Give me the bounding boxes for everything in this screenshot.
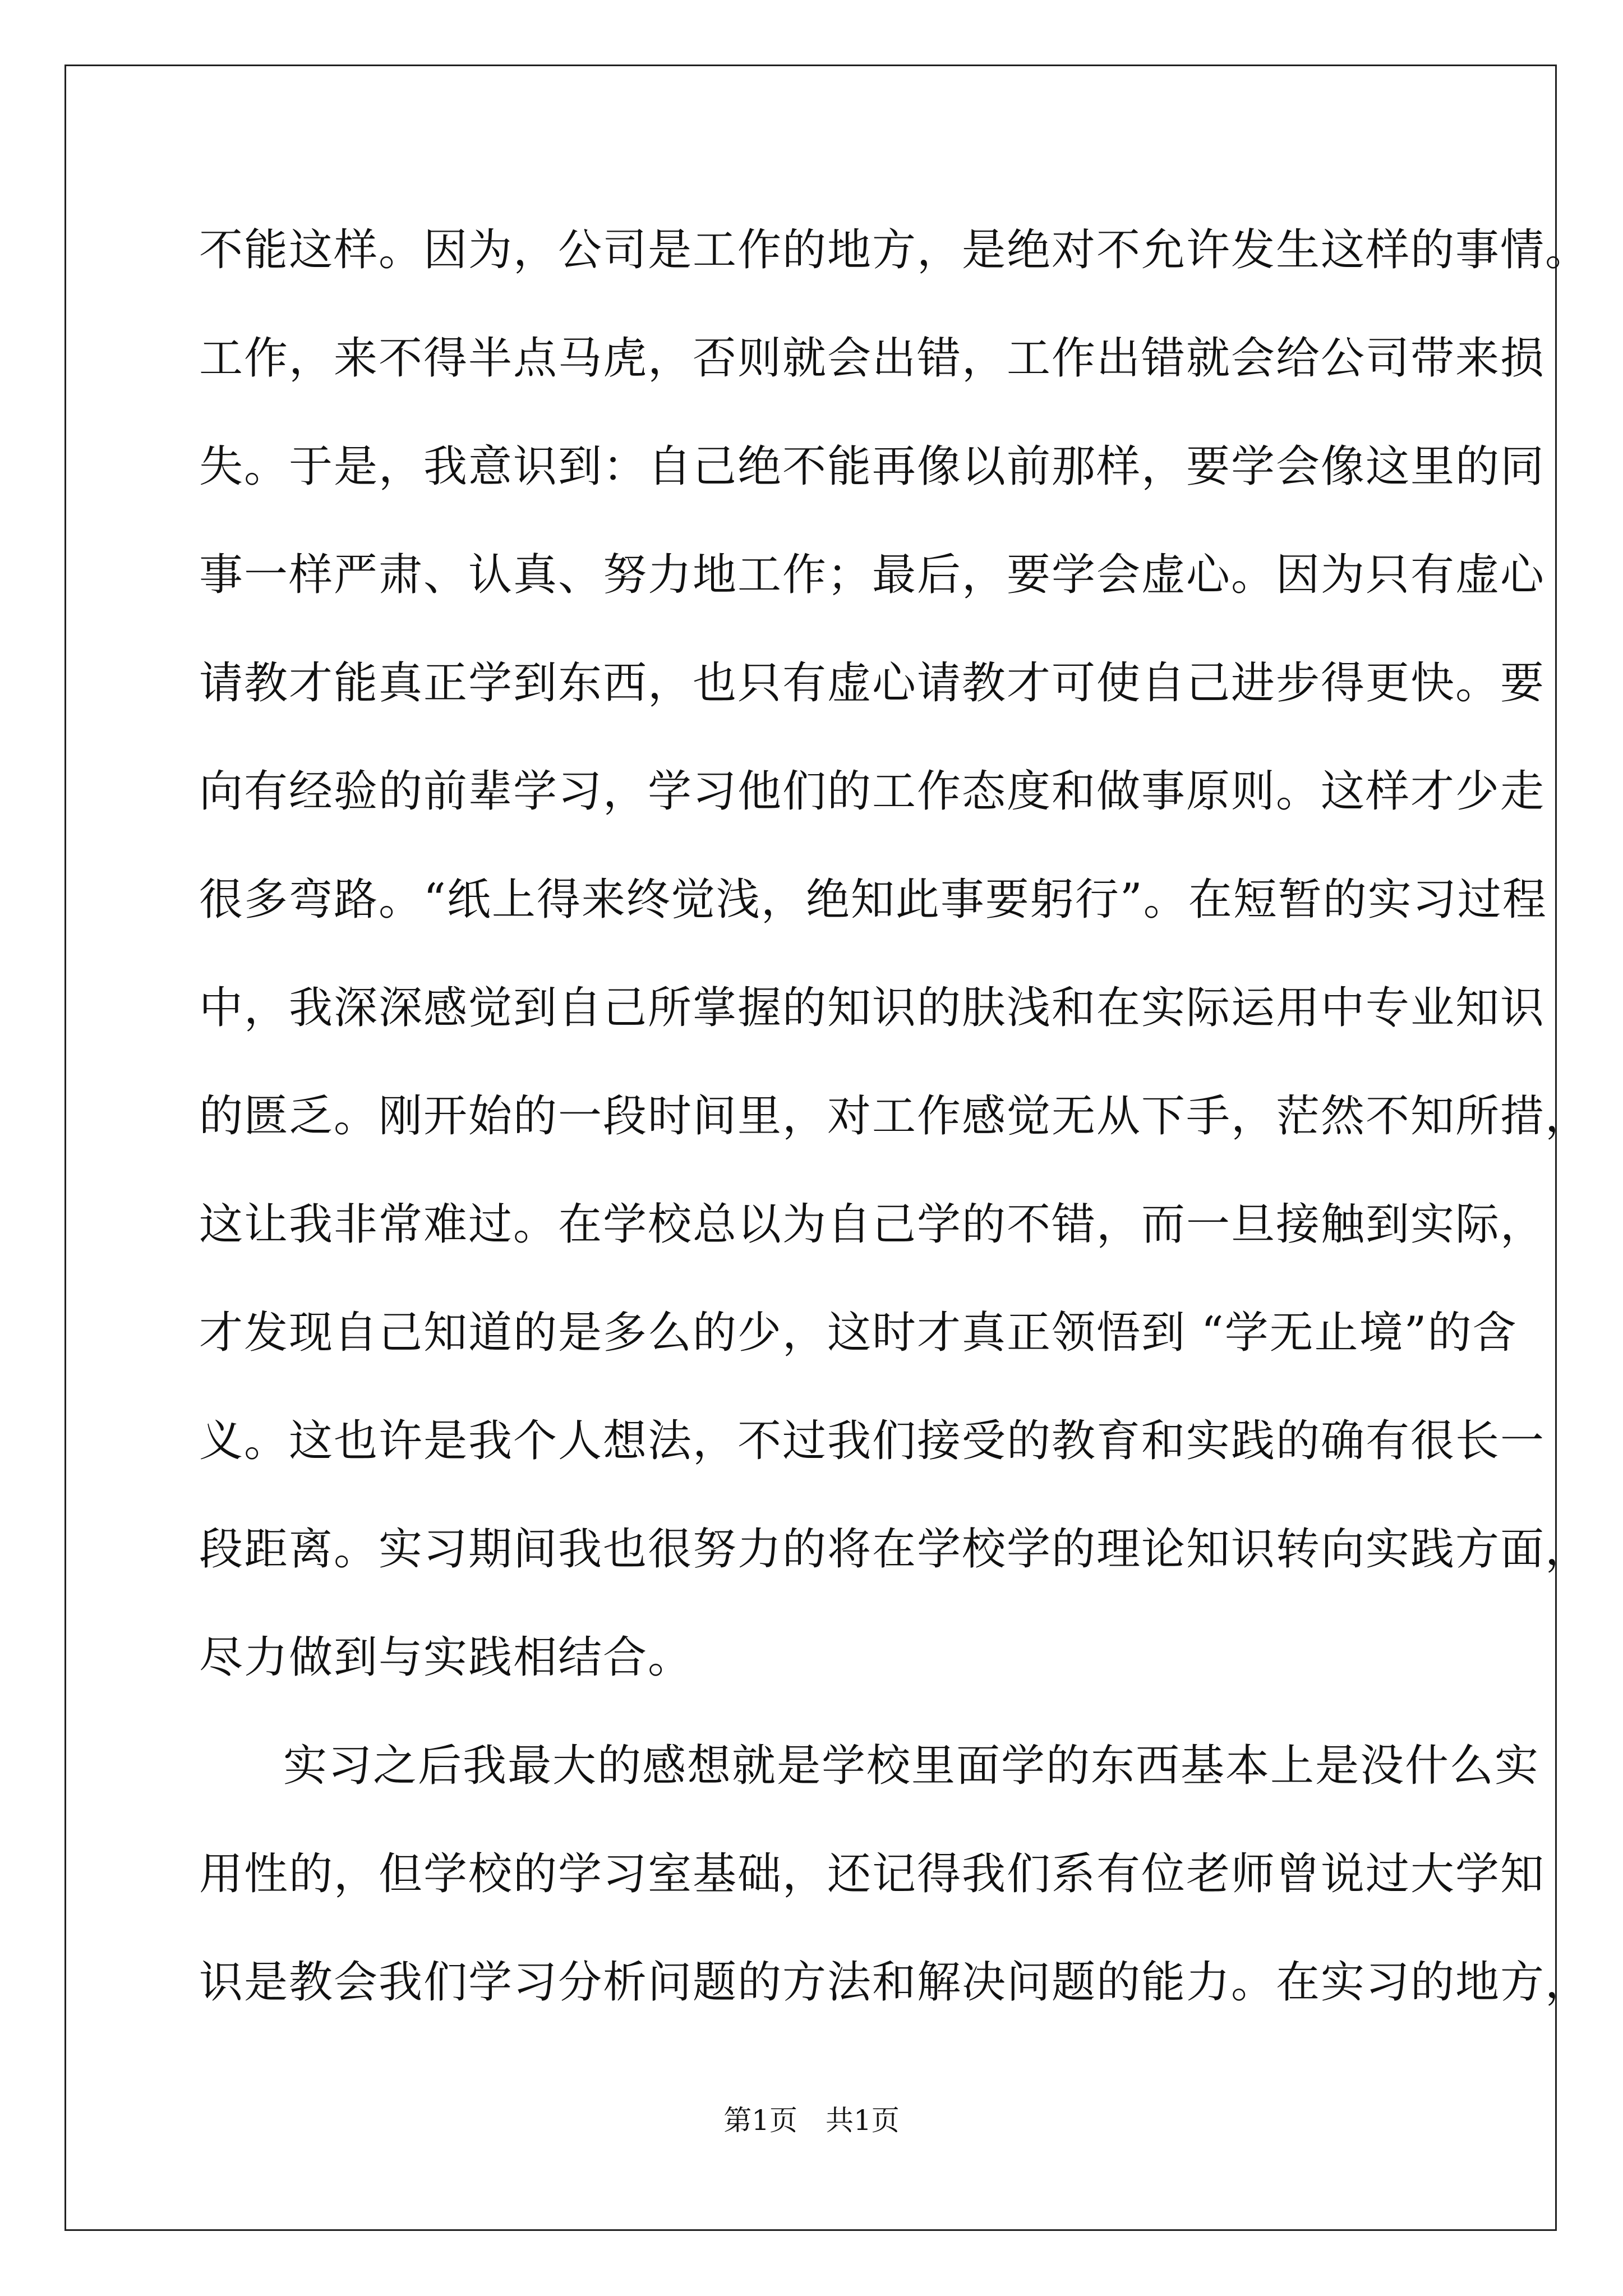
document-body	[199, 196, 1590, 2037]
text-line: 事一样严肃、认真、努力地工作；最后，要学会虚心。因为只有虚心	[199, 550, 1546, 600]
text-line: 的匮乏。刚开始的一段时间里，对工作感觉无从下手，茫然不知所措，	[199, 1091, 1590, 1142]
text-line: 尽力做到与实践相结合。	[199, 1632, 693, 1683]
page-footer	[0, 2101, 1623, 2140]
text-line: 中，我深深感觉到自己所掌握的知识的肤浅和在实际运用中专业知识	[199, 983, 1546, 1033]
text-line: 失。于是，我意识到：自己绝不能再像以前那样，要学会像这里的同	[199, 441, 1546, 492]
page-number-current: 第1页	[723, 2104, 797, 2137]
text-line: 识是教会我们学习分析问题的方法和解决问题的能力。在实习的地方，	[199, 1957, 1590, 2008]
text-line: 才发现自己知道的是多么的少，这时才真正领悟到 “学无止境”的含	[199, 1308, 1518, 1358]
page-number-total: 共1页	[826, 2104, 900, 2137]
text-line: 段距离。实习期间我也很努力的将在学校学的理论知识转向实践方面，	[199, 1524, 1590, 1575]
text-line: 不能这样。因为，公司是工作的地方，是绝对不允许发生这样的事情。	[199, 225, 1590, 275]
text-line: 很多弯路。“纸上得来终觉浅，绝知此事要躬行”。在短暂的实习过程	[199, 875, 1547, 925]
text-line: 向有经验的前辈学习，学习他们的工作态度和做事原则。这样才少走	[199, 766, 1546, 817]
text-line: 请教才能真正学到东西，也只有虚心请教才可使自己进步得更快。要	[199, 658, 1546, 708]
text-line: 用性的，但学校的学习室基础，还记得我们系有位老师曾说过大学知	[199, 1849, 1546, 1899]
paragraph-start-line: 实习之后我最大的感想就是学校里面学的东西基本上是没什么实	[283, 1741, 1540, 1791]
text-line: 义。这也许是我个人想法，不过我们接受的教育和实践的确有很长一	[199, 1416, 1546, 1466]
text-line: 这让我非常难过。在学校总以为自己学的不错，而一旦接触到实际，	[199, 1199, 1546, 1250]
text-line: 工作，来不得半点马虎，否则就会出错，工作出错就会给公司带来损	[199, 333, 1546, 384]
